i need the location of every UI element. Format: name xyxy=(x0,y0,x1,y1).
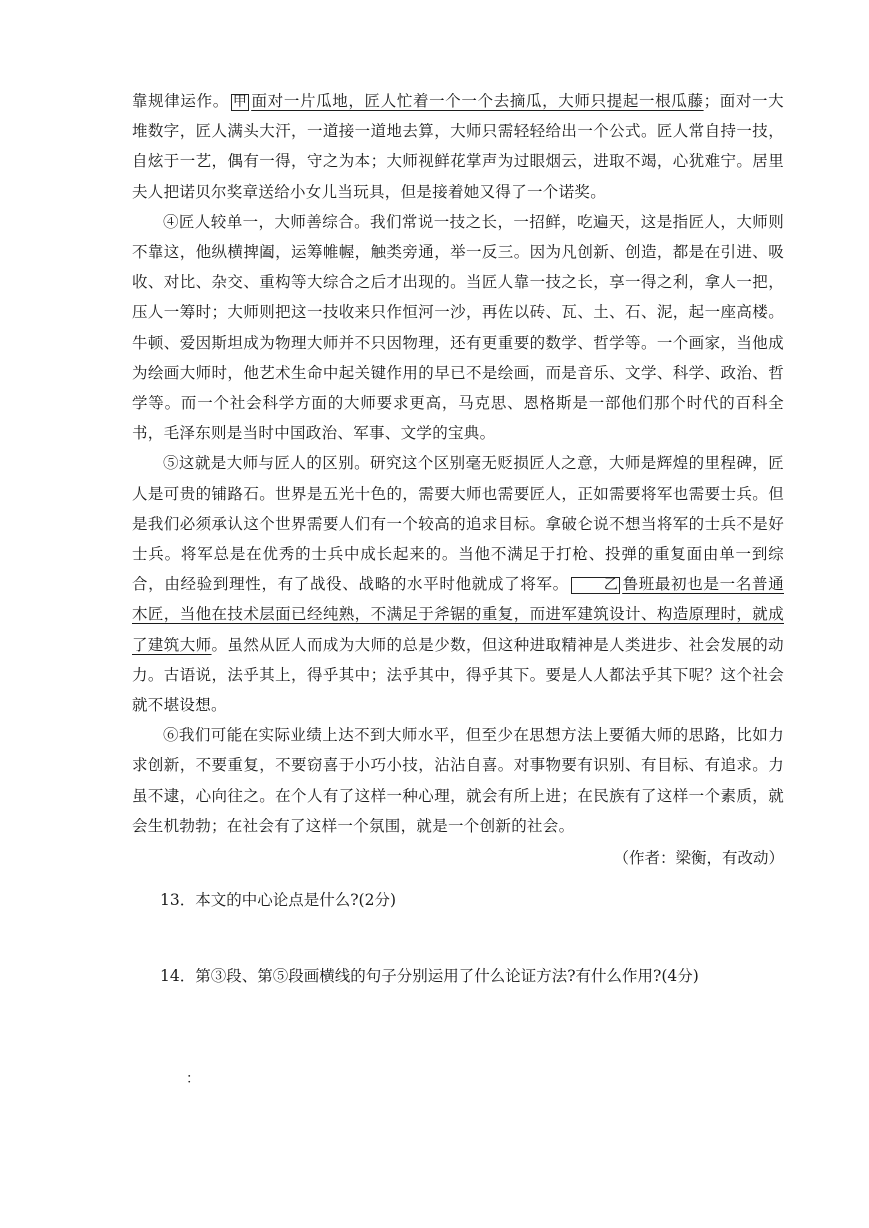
underlined-sentence-yi: 鲁班最初也是一名普通木匠，当他在技术层面已经纯熟，不满足于斧锯的重复，而进军建筑设计、构造原理时，就成了建筑大师 xyxy=(132,575,784,654)
question-13: 13．本文的中心论点是什么?(2分) xyxy=(160,891,396,910)
answer-mark: ： xyxy=(186,1071,200,1087)
paragraph-5-start: ⑤这就是大师与匠人的区别。研究这个区别毫无贬损匠人之意，大师是辉煌的里程碑，匠人是可贵的铺路石。世界是五光十色的，需要大师也需要匠人，正如需要将军也需要士兵。但是我们必须承认这个世界需要人们有一个较高的追求目标。拿破仑说不想当将军的士兵不是好士兵。将军总是在优秀的士兵中成长起来的。当他不满足于打枪、投弹的重复面由单一到综合，由经验到理性，有了战役、战略的水平时他就成了将军。 xyxy=(132,454,784,594)
paragraph-6: ⑥我们可能在实际业绩上达不到大师水平，但至少在思想方法上要循大师的思路，比如力求创新，不要重复，不要窃喜于小巧小技，沾沾自喜。对事物要有识别、有目标、有追求。力虽不逮，心向往之。在个人有了这样一种心理，就会有所上进；在民族有了这样一个素质，就会生机勃勃；在社会有了这样一个氛围，就是一个创新的社会。 xyxy=(132,726,784,835)
paragraph-3 xyxy=(132,86,784,207)
paragraph-3-start: 靠规律运作。 xyxy=(132,92,229,110)
paragraph-5 xyxy=(132,448,784,720)
paragraph-3-rest: ；面对一大堆数字，匠人满头大汗，一道接一道地去算，大师只需轻轻给出一个公式。匠人常自持一技，自炫于一艺，偶有一得，守之为本；大师视鲜花掌声为过眼烟云，进取不竭，心犹难宁。居里夫人把诺贝尔奖章送给小女儿当玩具，但是接着她又得了一个诺奖。 xyxy=(132,92,784,201)
author-credit: （作者：梁衡，有改动） xyxy=(613,849,784,868)
marker-jia: 甲 xyxy=(232,94,248,110)
paragraph-5-rest: 。虽然从匠人而成为大师的总是少数，但这种进取精神是人类进步、社会发展的动力。古语说，法乎其上，得乎其中；法乎其中，得乎其下。要是人人都法乎其下呢？这个社会就不堪设想。 xyxy=(132,635,784,715)
article-body xyxy=(132,86,784,991)
marker-yi: 乙 xyxy=(571,577,620,594)
underlined-sentence-jia: 面对一片瓜地，匠人忙着一个一个去摘瓜，大师只提起一根瓜藤 xyxy=(251,92,704,110)
paragraph-4: ④匠人较单一，大师善综合。我们常说一技之长，一招鲜，吃遍天，这是指匠人，大师则不靠这，他纵横捭阖，运筹帷幄，触类旁通，举一反三。因为凡创新、创造，都是在引进、吸收、对比、杂交、重构等大综合之后才出现的。当匠人靠一技之长，享一得之利，拿人一把，压人一筹时；大师则把这一技收来只作恒河一沙，再佐以砖、瓦、土、石、泥，起一座高楼。牛顿、爱因斯坦成为物理大师并不只因物理，还有更重要的数学、哲学等。一个画家，当他成为绘画大师时，他艺术生命中起关键作用的早已不是绘画，而是音乐、文学、科学、政治、哲学等。而一个社会科学方面的大师要求更高，马克思、恩格斯是一部他们那个时代的百科全书，毛泽东则是当时中国政治、军事、文学的宝典。 xyxy=(132,212,784,443)
question-14: 14．第③段、第⑤段画横线的句子分别运用了什么论证方法?有什么作用?(4分) xyxy=(160,967,699,986)
